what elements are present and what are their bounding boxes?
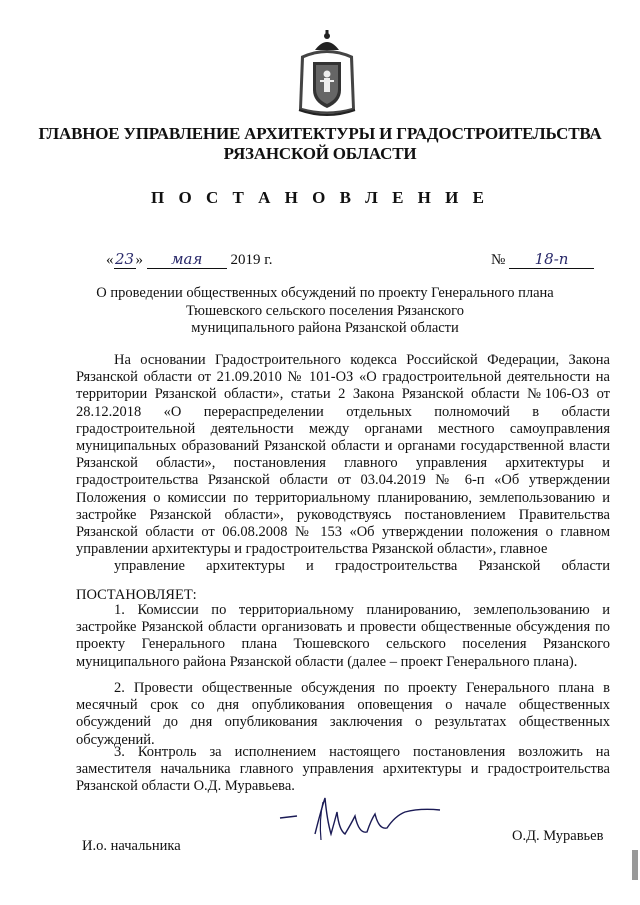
basis-paragraph	[76, 352, 610, 576]
date-month: мая	[147, 250, 227, 269]
basis-last-line: управление архитектуры и градостроительства Рязанской области	[114, 558, 610, 575]
scan-edge-mark	[632, 850, 638, 880]
resolution-item-1: 1. Комиссии по территориальному планированию, землепользованию и застройке Рязанской области организовать и провести общественные обсуждения по проекту Генерального плана Тюшевского сельского поселения Рязанского муниципального района Рязанской области (далее – проект Генерального плана).	[76, 602, 610, 670]
number-prefix: №	[491, 252, 506, 268]
resolution-item-3: 3. Контроль за исполнением настоящего постановления возложить на заместителя начальника главного управления архитектуры и градостроительства Рязанской области О.Д. Муравьева.	[76, 744, 610, 795]
date-quote-open: «	[106, 252, 114, 268]
resolve-heading: ПОСТАНОВЛЯЕТ:	[76, 587, 197, 603]
subject-line-1: О проведении общественных обсуждений по проекту Генерального плана	[96, 285, 554, 301]
date-year: 2019 г.	[230, 252, 273, 268]
subject-line-3: муниципального района Рязанской области	[191, 320, 459, 336]
document-type-heading: П О С Т А Н О В Л Е Н И Е	[151, 188, 489, 207]
date-quote-close: »	[135, 252, 143, 268]
organization-name-line-1: ГЛАВНОЕ УПРАВЛЕНИЕ АРХИТЕКТУРЫ И ГРАДОСТРОИТЕЛЬСТВА	[38, 124, 602, 143]
signatory-title: И.о. начальника	[82, 838, 181, 854]
handwritten-signature	[275, 790, 445, 850]
organization-name-line-2: РЯЗАНСКОЙ ОБЛАСТИ	[223, 144, 417, 163]
document-number	[491, 250, 594, 269]
document-subject	[95, 285, 555, 338]
number-value: 18-п	[509, 250, 594, 269]
subject-line-2: Тюшевского сельского поселения Рязанского	[186, 302, 464, 319]
date-day: 23	[114, 250, 135, 268]
basis-text: На основании Градостроительного кодекса Российской Федерации, Закона Рязанской области от 21.09.2010 № 101-ОЗ «О градостроительной деятельности на территории Рязанской области», статьи 2 Закона Рязанской области №106-ОЗ от 28.12.2018 «О перераспределении отдельных полномочий в области градостроительной деятельности между органами местного самоуправления муниципальных образований Рязанской области и органами государственной власти Рязанской области», постановления главного управления архитектуры и градостроительства Рязанской области от 03.04.2019 № 6-п «Об утверждении Положения о комиссии по территориальному планированию, землепользованию и застройке Рязанской области», руководствуясь постановлением Правительства Рязанской области от 06.08.2008 № 153 «Об утверждении положения о главном управлении архитектуры и градостроительства Рязанской области», главное	[76, 352, 610, 558]
document-date	[106, 250, 272, 269]
resolution-item-2: 2. Провести общественные обсуждения по проекту Генерального плана в месячный срок со дня опубликования оповещения о начале общественных обсуждений до дня опубликования заключения о результатах общественных обсуждений.	[76, 680, 610, 748]
coat-of-arms-emblem	[295, 30, 359, 118]
signatory-name: О.Д. Муравьев	[512, 828, 604, 844]
